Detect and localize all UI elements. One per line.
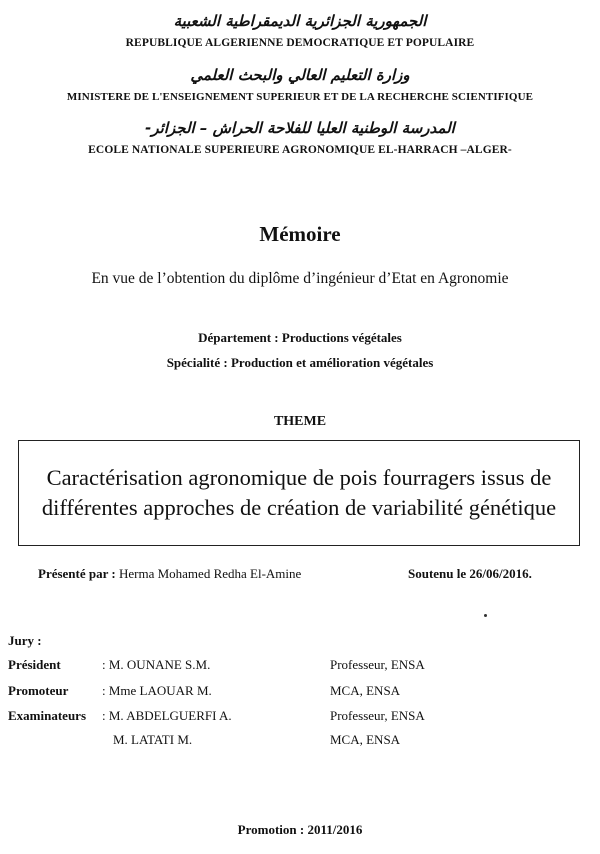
ministry-heading: MINISTERE DE L'ENSEIGNEMENT SUPERIEUR ET DE LA RECHERCHE SCIENTIFIQUE — [66, 91, 534, 103]
jury-title-president: Professeur, ENSA — [330, 657, 425, 672]
theme-text: Caractérisation agronomique de pois fourragers issus de différentes approches de création de variabilité génétique — [41, 465, 557, 520]
jury-title-examinateur-1: Professeur, ENSA — [330, 708, 425, 723]
speciality-value: Production et amélioration végétales — [230, 355, 434, 370]
theme-label: THEME — [273, 414, 327, 429]
school-heading: ECOLE NATIONALE SUPERIEURE AGRONOMIQUE EL-HARRACH –ALGER- — [88, 144, 512, 156]
jury-role-examinateurs: Examinateurs — [8, 708, 86, 723]
defense-date: Soutenu le 26/06/2016. — [408, 566, 532, 581]
presented-by-line — [38, 566, 301, 582]
jury-name-examinateur-1: : M. ABDELGUERFI A. — [102, 708, 232, 723]
speciality-label: Spécialité : — [166, 355, 228, 370]
department-line — [0, 330, 600, 346]
arabic-ministry-heading: وزارة التعليم العالي والبحث العلمي — [190, 66, 410, 84]
jury-role-president: Président — [8, 657, 61, 672]
department-label: Département : — [198, 330, 279, 345]
jury-label: Jury : — [8, 633, 42, 648]
jury-name-promoteur: : Mme LAOUAR M. — [102, 683, 212, 698]
document-subtitle: En vue de l’obtention du diplôme d’ingénieur d’Etat en Agronomie — [91, 270, 509, 287]
republic-heading: REPUBLIQUE ALGERIENNE DEMOCRATIQUE ET POPULAIRE — [125, 37, 475, 49]
presented-by-label: Présenté par : — [38, 566, 116, 581]
theme-box — [18, 440, 580, 546]
speciality-line — [0, 355, 600, 371]
jury-role-promoteur: Promoteur — [8, 683, 69, 698]
jury-name-president: : M. OUNANE S.M. — [102, 657, 211, 672]
jury-title-promoteur: MCA, ENSA — [330, 683, 401, 698]
arabic-republic-heading: الجمهورية الجزائرية الديمقراطية الشعبية — [173, 12, 427, 30]
arabic-school-heading: المدرسة الوطنية العليا للفلاحة الحراش – الجزائر- — [145, 119, 455, 137]
presented-by-value: Herma Mohamed Redha El-Amine — [118, 566, 302, 581]
jury-name-examinateur-2: M. LATATI M. — [113, 732, 193, 747]
document-title: Mémoire — [259, 222, 341, 246]
department-value: Productions végétales — [281, 330, 402, 345]
page-speck — [484, 614, 487, 617]
promotion-line: Promotion : 2011/2016 — [237, 822, 363, 837]
jury-title-examinateur-2: MCA, ENSA — [330, 732, 401, 747]
